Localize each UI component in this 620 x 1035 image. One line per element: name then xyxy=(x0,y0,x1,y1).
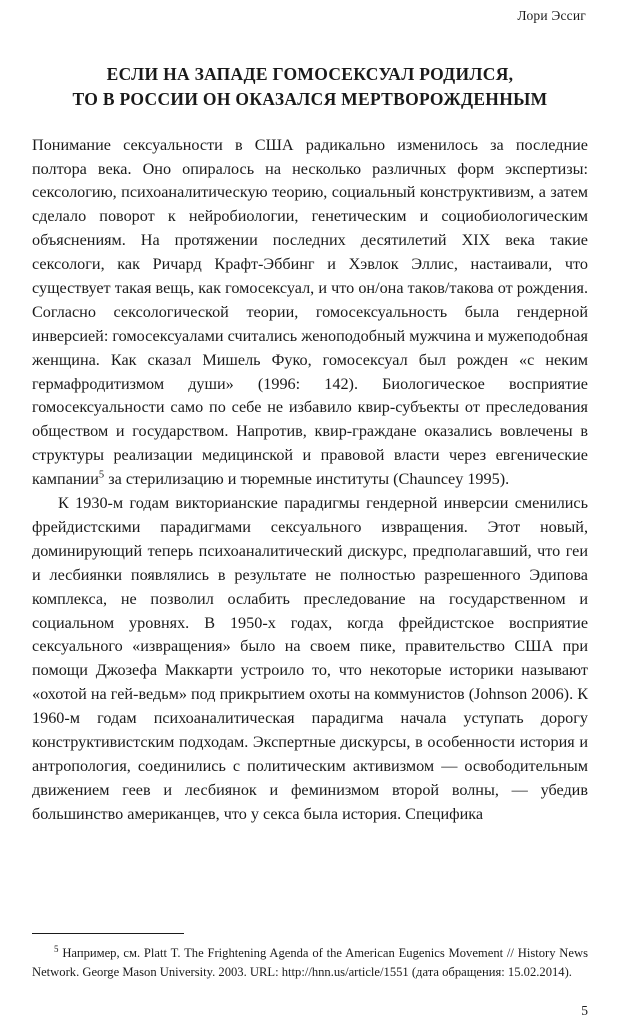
footnote-reference-5[interactable]: 5 xyxy=(98,469,105,481)
paragraph-1 xyxy=(32,134,588,492)
paragraph-1-text-part-2: за стерилизацию и тюремные институты (Chauncey 1995). xyxy=(104,470,510,489)
running-head: Лори Эссиг xyxy=(517,8,586,23)
paragraph-2: К 1930-м годам викторианские парадигмы гендерной инверсии сменились фрейдистскими парадигмами сексуального извращения. Этот новый, доминирующий теперь психоаналитический дискурс, предполагавший, что геи и лесбиянки появлялись в результате не полностью разрешенного Эдипова комплекса, не позволил ослабить преследование на государственном и социальном уровнях. В 1950-х годах, когда фрейдистское восприятие сексуального «извращения» было на своем пике, правительство США при помощи Джозефа Маккарти устроило то, что некоторые историки называют «охотой на гей-ведьм» под прикрытием охоты на коммунистов (Johnson 2006). К 1960-м годам психоаналитическая парадигма начала уступать дорогу конструктивистским подходам. Экспертные дискурсы, в особенности история и антропология, соединились с политическим активизмом — освободительным движением геев и лесбиянок и феминизмом второй волны, — убедив большинство американцев, что у секса была история. Специфика xyxy=(32,494,588,823)
footnote-area xyxy=(32,933,588,981)
chapter-title-line-1: ЕСЛИ НА ЗАПАДЕ ГОМОСЕКСУАЛ РОДИЛСЯ, xyxy=(106,64,514,84)
body-text xyxy=(32,134,588,827)
footnote-text: Например, см. Platt T. The Frightening Agenda of the American Eugenics Movement // History News Network. George Mason University. 2003. URL: http://hnn.us/article/1551 (дата обращения: 15.02.2014). xyxy=(32,946,588,979)
page-number: 5 xyxy=(581,1003,588,1018)
footnote-item xyxy=(32,944,588,981)
paragraph-1-text-part-1: Понимание сексуальности в США радикально изменилось за последние полтора века. Оно опиралось на несколько различных форм экспертизы: сексологию, психоаналитическую теорию, социальный конструктивизм, а затем сделало поворот к нейробиологии, генетическим и социобиологическим объяснениям. На протяжении последних десятилетий XIX века такие сексологи, как Ричард Крафт-Эббинг и Хэвлок Эллис, настаивали, что существует такая вещь, как гомосексуал, и что он/она таков/такова от рождения. Согласно сексологической теории, гомосексуальность была гендерной инверсией: гомосексуалами считались женоподобный мужчина и мужеподобная женщина. Как сказал Мишель Фуко, гомосексуал был рожден «с неким гермафродитизмом души» (1996: 142). Биологическое восприятие гомосексуальности само по себе не избавило квир-субъекты от преследования обществом и государством. Напротив, квир-граждане оказались вовлечены в структуры реализации медицинской и правовой власти через евгенические кампании xyxy=(32,135,588,489)
page-title xyxy=(32,62,588,112)
chapter-title-line-2: ТО В РОССИИ ОН ОКАЗАЛСЯ МЕРТВОРОЖДЕННЫМ xyxy=(72,88,548,109)
footnote-marker: 5 xyxy=(54,944,59,955)
footnote-separator-rule xyxy=(32,933,184,934)
